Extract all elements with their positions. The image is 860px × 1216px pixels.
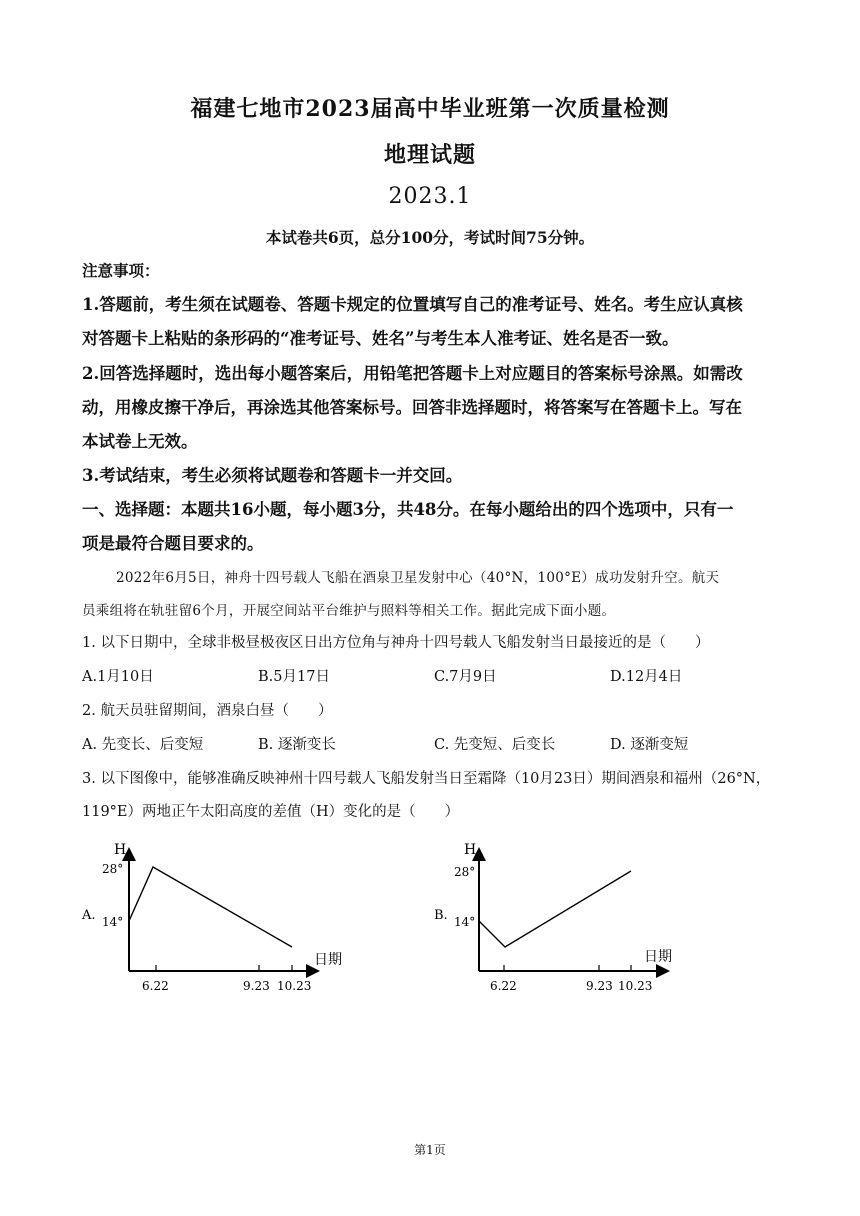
chart-option-a <box>70 836 350 996</box>
y-axis-label: H <box>114 842 127 858</box>
q2-option-d: D. 逐渐变短 <box>610 737 689 753</box>
q1-option-c: C.7月9日 <box>434 669 497 685</box>
y-tick-label: 28° <box>454 865 476 879</box>
section-heading: 一、选择题：本题共16小题，每小题3分，共48分。在每小题给出的四个选项中，只有一 <box>82 500 734 519</box>
notes-heading: 注意事项： <box>82 261 160 280</box>
q1-option-d: D.12月4日 <box>610 669 683 685</box>
passage-line: 2022年6月5日，神舟十四号载人飞船在酒泉卫星发射中心（40°N，100°E）成功发射升空。航天 <box>116 570 720 586</box>
data-line <box>479 871 631 947</box>
x-tick-label: 9.23 <box>243 979 270 993</box>
note-line: 2.回答选择题时，选出每小题答案后，用铅笔把答题卡上对应题目的答案标号涂黑。如需改 <box>82 364 743 383</box>
subject-title: 地理试题 <box>383 142 476 168</box>
question-2: 2. 航天员驻留期间，酒泉白昼（ ） <box>82 703 333 719</box>
note-line: 1.答题前，考生须在试题卷、答题卡规定的位置填写自己的准考证号、姓名。考生应认真核 <box>82 295 743 314</box>
chart-option-b <box>420 836 700 996</box>
option-label: A. <box>82 908 96 923</box>
y-tick-label: 28° <box>102 862 124 876</box>
page-number: 第1页 <box>414 1143 446 1157</box>
data-line <box>129 867 292 947</box>
x-tick-label: 10.23 <box>277 979 312 993</box>
note-line: 3.考试结束，考生必须将试题卷和答题卡一并交回。 <box>82 466 463 485</box>
x-axis-label: 日期 <box>314 952 342 968</box>
question-3: 3. 以下图像中，能够准确反映神州十四号载人飞船发射当日至霜降（10月23日）期间酒泉和福州（26°N， <box>82 771 771 787</box>
exam-info: 本试卷共6页，总分100分，考试时间75分钟。 <box>265 228 595 247</box>
x-axis-label: 日期 <box>644 949 672 965</box>
section-heading: 项是最符合题目要求的。 <box>82 534 264 553</box>
q1-option-a: A.1月10日 <box>82 669 154 685</box>
x-tick-label: 10.23 <box>618 979 653 993</box>
question-1: 1. 以下日期中，全球非极昼极夜区日出方位角与神舟十四号载人飞船发射当日最接近的是（ ） <box>82 635 710 651</box>
x-tick-label: 6.22 <box>490 979 517 993</box>
note-line: 动，用橡皮擦干净后，再涂选其他答案标号。回答非选择题时，将答案写在答题卡上。写在 <box>82 398 742 417</box>
y-tick-label: 14° <box>454 915 476 929</box>
note-line: 本试卷上无效。 <box>82 432 198 451</box>
q2-option-c: C. 先变短、后变长 <box>434 737 556 753</box>
q2-option-b: B. 逐渐变长 <box>258 737 336 753</box>
q1-option-b: B.5月17日 <box>258 669 330 685</box>
y-tick-label: 14° <box>102 915 124 929</box>
question-3-cont: 119°E）两地正午太阳高度的差值（H）变化的是（ ） <box>82 804 460 820</box>
passage-line: 员乘组将在轨驻留6个月，开展空间站平台维护与照料等相关工作。据此完成下面小题。 <box>82 603 616 619</box>
x-tick-label: 6.22 <box>142 979 169 993</box>
option-label: B. <box>434 908 448 923</box>
x-tick-label: 9.23 <box>586 979 613 993</box>
y-axis-label: H <box>464 842 477 858</box>
note-line: 对答题卡上粘贴的条形码的“准考证号、姓名”与考生本人准考证、姓名是否一致。 <box>82 329 679 348</box>
page-title: 福建七地市2023届高中毕业班第一次质量检测 <box>190 96 670 122</box>
q2-option-a: A. 先变长、后变短 <box>82 737 204 753</box>
exam-date: 2023.1 <box>388 184 472 209</box>
